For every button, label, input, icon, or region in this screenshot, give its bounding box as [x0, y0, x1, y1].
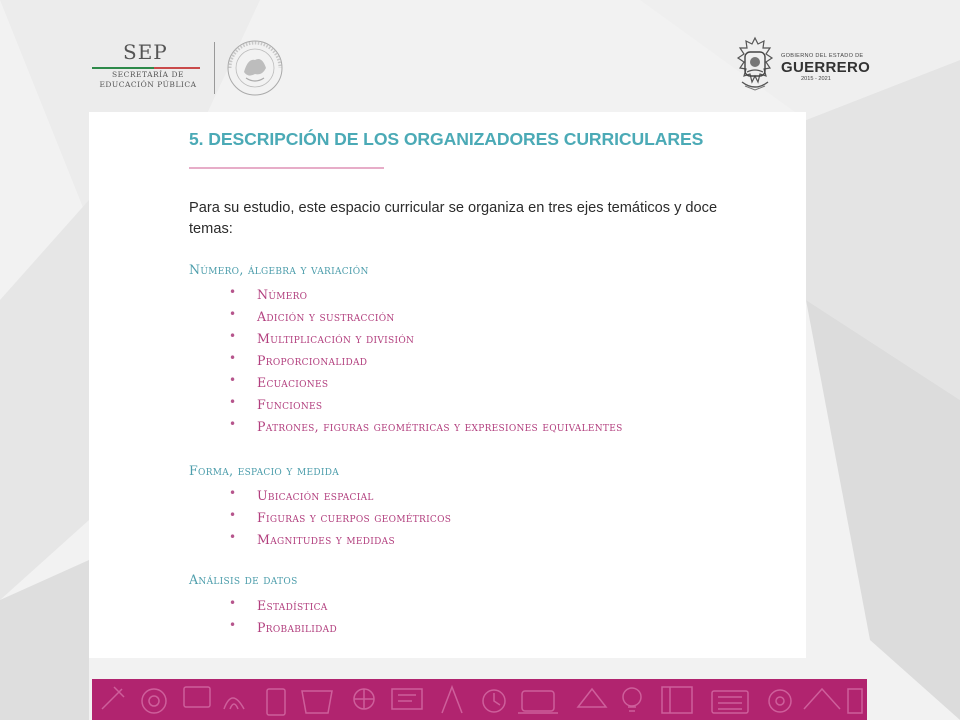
topic-label: Probabilidad — [257, 620, 337, 635]
sep-subtitle-line2: EDUCACIÓN PÚBLICA — [99, 80, 197, 89]
list-item — [225, 328, 623, 350]
book-icon — [662, 687, 692, 713]
logo-divider — [214, 42, 215, 94]
axis-title-forma: Forma, espacio y medida — [189, 463, 340, 478]
notebook-icon — [392, 689, 422, 709]
target-icon — [142, 689, 166, 713]
bullet-icon: • — [229, 508, 237, 522]
topic-label: Multiplicación y división — [257, 331, 415, 346]
topic-list-forma — [225, 485, 451, 551]
axis-title-analisis: Análisis de datos — [189, 572, 298, 587]
topic-list-numero — [225, 284, 623, 438]
bullet-icon: • — [229, 530, 237, 544]
list-item — [225, 617, 337, 639]
guerrero-logo-text — [781, 53, 881, 83]
laptop-icon — [522, 691, 554, 711]
heading-underline — [189, 167, 384, 169]
pencil-icon — [102, 687, 124, 709]
sep-logo — [92, 38, 222, 98]
list-item — [225, 372, 623, 394]
bullet-icon: • — [229, 373, 237, 387]
tablet-icon — [267, 689, 285, 715]
sep-line-green — [92, 67, 154, 69]
axis-title-numero: Número, álgebra y variación — [189, 262, 369, 277]
footer-icon-pattern — [92, 679, 867, 720]
lightbulb-icon — [623, 688, 641, 706]
header — [0, 0, 960, 110]
sep-subtitle-line1: SECRETARÍA DE — [112, 70, 184, 79]
topic-label: Estadística — [257, 598, 328, 613]
bullet-icon: • — [229, 285, 237, 299]
list-item — [225, 416, 623, 438]
bullet-icon: • — [229, 329, 237, 343]
list-item — [225, 485, 451, 507]
monitor-icon — [184, 687, 210, 707]
topic-label: Proporcionalidad — [257, 353, 368, 368]
list-item — [225, 306, 623, 328]
guerrero-years: 2015 - 2021 — [801, 76, 831, 82]
topic-list-analisis — [225, 595, 337, 639]
triangle-icon — [578, 689, 606, 707]
compass-icon — [442, 687, 462, 713]
guerrero-name: GUERRERO — [781, 59, 871, 76]
cup-icon — [302, 691, 332, 713]
list-item — [225, 284, 623, 306]
topic-label: Número — [257, 287, 308, 302]
topic-label: Patrones, figuras geométricas y expresiones equivalentes — [257, 419, 623, 434]
bullet-icon: • — [229, 596, 237, 610]
gear-icon — [769, 690, 791, 712]
document-page — [89, 112, 806, 658]
list-item — [225, 350, 623, 372]
topic-label: Magnitudes y medidas — [257, 532, 395, 547]
bullet-icon: • — [229, 351, 237, 365]
intro-paragraph: Para su estudio, este espacio curricular se organiza en tres ejes temáticos y doce temas: — [189, 200, 718, 237]
sep-acronym: SEP — [123, 40, 168, 64]
topic-label: Figuras y cuerpos geométricos — [257, 510, 452, 525]
list-item — [225, 394, 623, 416]
sep-line-red — [154, 67, 200, 69]
guerrero-coat-of-arms-icon — [734, 36, 776, 94]
chevron-icon — [804, 689, 840, 709]
bullet-icon: • — [229, 417, 237, 431]
section-heading: 5. DESCRIPCIÓN DE LOS ORGANIZADORES CURRICULARES — [189, 129, 704, 149]
guerrero-line1: GOBIERNO DEL ESTADO DE — [781, 53, 864, 59]
mexico-coat-of-arms-icon — [222, 38, 288, 98]
bullet-icon: • — [229, 618, 237, 632]
footer-band — [92, 679, 867, 720]
topic-label: Ubicación espacial — [257, 488, 374, 503]
bullet-icon: • — [229, 486, 237, 500]
topic-label: Funciones — [257, 397, 323, 412]
bullet-icon: • — [229, 307, 237, 321]
list-item — [225, 529, 451, 551]
bullet-icon: • — [229, 395, 237, 409]
phone-icon — [848, 689, 862, 713]
list-item — [225, 507, 451, 529]
topic-label: Ecuaciones — [257, 375, 329, 390]
sep-subtitle — [92, 70, 204, 90]
topic-label: Adición y sustracción — [257, 309, 395, 324]
list-item — [225, 595, 337, 617]
